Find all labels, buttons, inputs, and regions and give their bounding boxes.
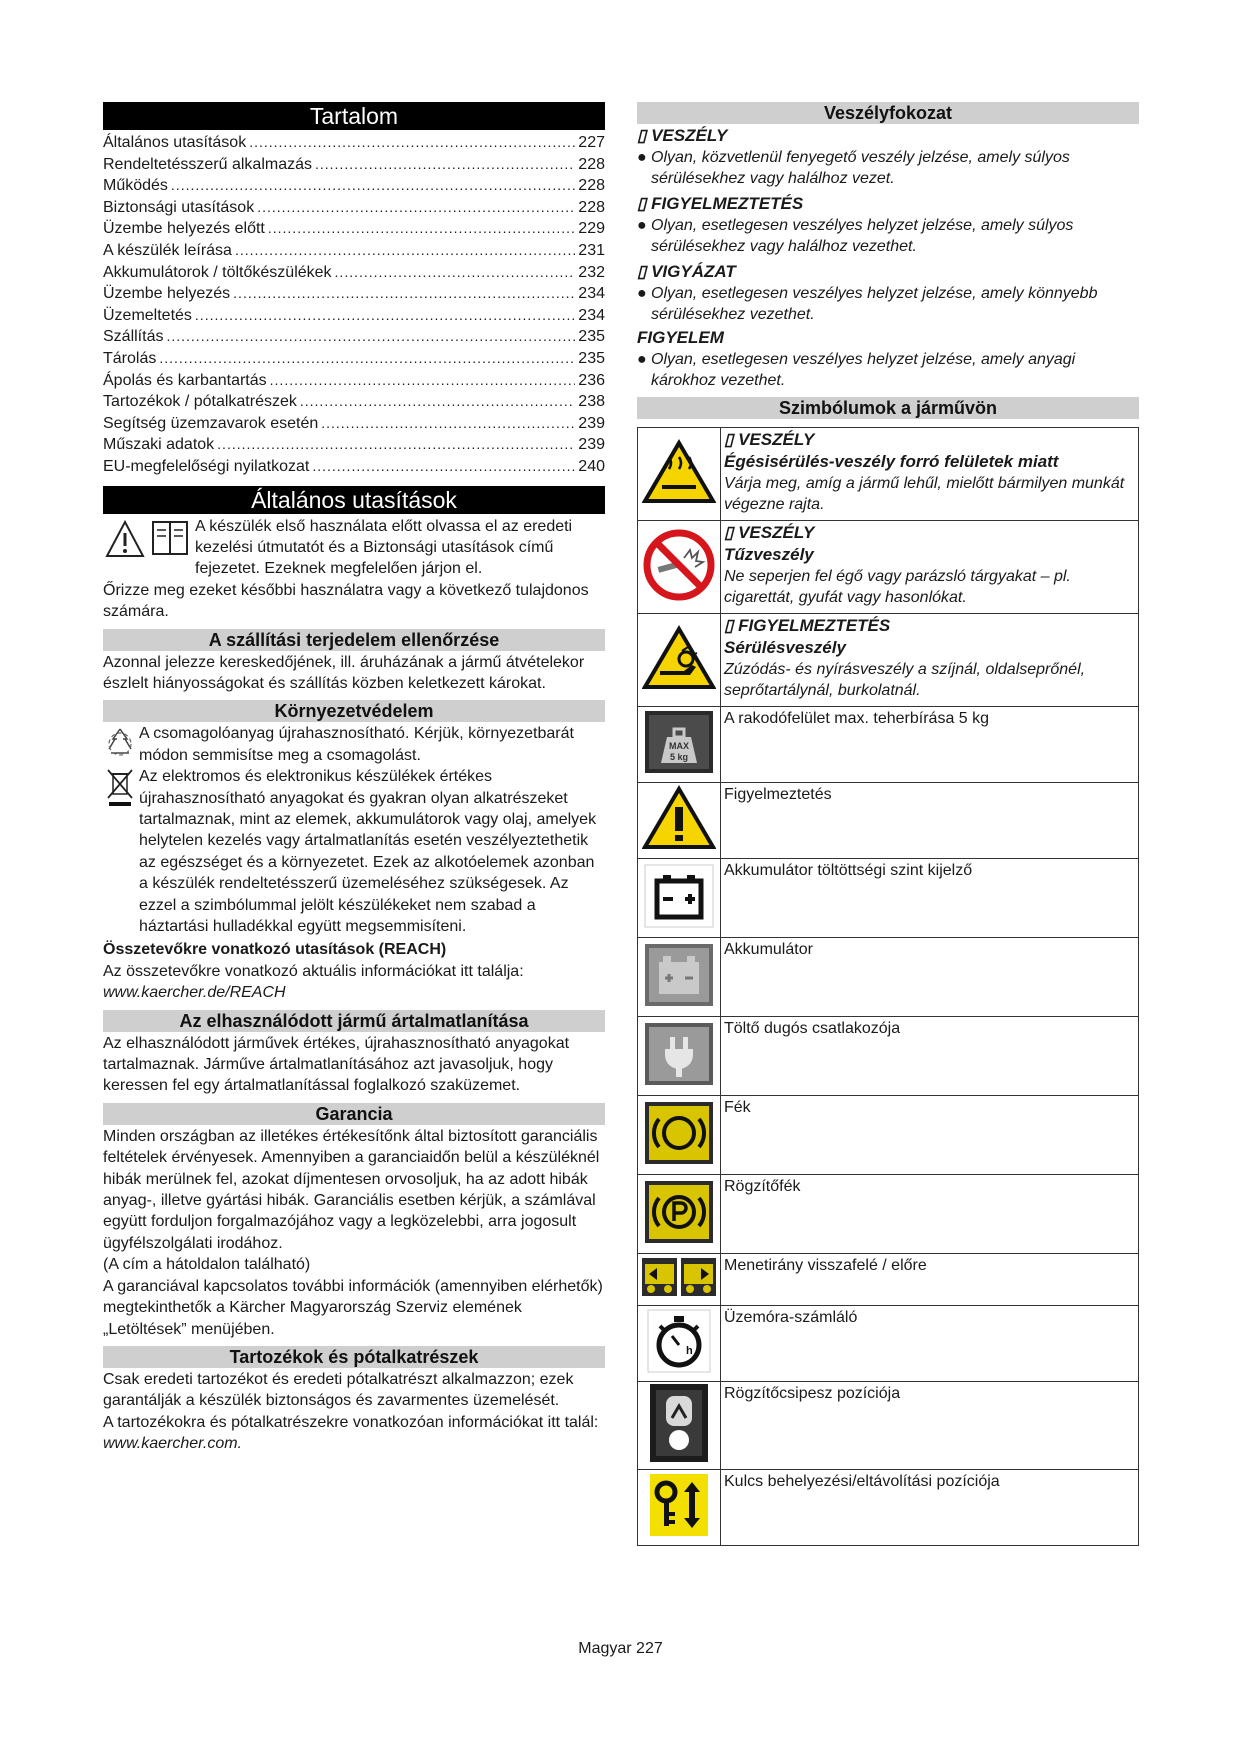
toc-leader-dots bbox=[270, 370, 576, 392]
disposal-title: Az elhasználódott jármű ártalmatlanítása bbox=[103, 1010, 605, 1032]
toc-leader-dots bbox=[235, 240, 575, 262]
packaging-notice bbox=[103, 723, 605, 766]
toc-entry-title: Működés bbox=[103, 177, 168, 195]
symbol-row bbox=[638, 1254, 1139, 1306]
symbol-subtitle: Tűzveszély bbox=[724, 545, 814, 564]
toc-leader-dots bbox=[166, 326, 575, 348]
symbol-text: Zúzódás- és nyírásveszély a szíjnál, oldalseprőnél, seprőtartálynál, burkolatnál. bbox=[724, 661, 1086, 699]
toc-entry-page: 240 bbox=[578, 457, 605, 475]
hand-crush-icon bbox=[642, 625, 716, 691]
reach-title: Összetevőkre vonatkozó utasítások (REACH) bbox=[103, 941, 447, 959]
symbol-row bbox=[638, 614, 1139, 707]
toc-entry-title: Segítség üzemzavarok esetén bbox=[103, 414, 319, 432]
toc-leader-dots bbox=[171, 175, 575, 197]
bullet-icon: ● bbox=[637, 217, 647, 234]
toc-title: Tartalom bbox=[103, 102, 605, 130]
accessories-text-2-body: A tartozékokra és pótalkatrészekre vonatkozóan információkat itt talál: bbox=[103, 1413, 599, 1431]
symbol-row bbox=[638, 707, 1139, 783]
toc-entry-page: 235 bbox=[578, 349, 605, 367]
toc-entry-page: 232 bbox=[578, 263, 605, 281]
delivery-text: Azonnal jelezze kereskedőjének, ill. áruházának a jármű átvételekor észlelt hiányosságokat és szállítás közben keletkezett károkat. bbox=[103, 653, 585, 692]
symbol-text: Ne seperjen fel égő vagy parázsló tárgyakat – pl. cigarettát, gyufát vagy hasonlókat. bbox=[724, 568, 1071, 606]
max-load-icon bbox=[643, 709, 715, 775]
toc-entry-page: 234 bbox=[578, 285, 605, 303]
symbol-row bbox=[638, 783, 1139, 859]
hazard-level-notice bbox=[637, 327, 1139, 391]
symbol-subtitle: Égésisérülés-veszély forró felületek miatt bbox=[724, 452, 1059, 471]
toc-entry-page: 228 bbox=[578, 198, 605, 216]
charger-plug-icon bbox=[643, 1021, 715, 1087]
toc-entry-title: A készülék leírása bbox=[103, 241, 232, 259]
bullet-icon: ● bbox=[637, 149, 647, 166]
toc-entry-page: 228 bbox=[578, 177, 605, 195]
symbol-row bbox=[638, 1382, 1139, 1470]
hazard-label: FIGYELEM bbox=[637, 328, 724, 347]
hazard-text: Olyan, esetlegesen veszélyes helyzet jelzése, amely könnyebb sérülésekhez vezethet. bbox=[651, 285, 1098, 323]
toc-entry-title: Biztonsági utasítások bbox=[103, 198, 255, 216]
toc-leader-dots bbox=[312, 456, 575, 478]
hazard-level-warning bbox=[637, 193, 1139, 257]
toc-entry[interactable] bbox=[103, 154, 605, 176]
toc-entry[interactable] bbox=[103, 413, 605, 435]
symbol-text: Menetirány visszafelé / előre bbox=[721, 1254, 1139, 1306]
symbol-text: A rakodófelület max. teherbírása 5 kg bbox=[721, 707, 1139, 783]
max-load-kg-text: 5 kg bbox=[669, 752, 689, 762]
accessories-link[interactable]: www.kaercher.com. bbox=[103, 1435, 242, 1453]
accessories-text-2 bbox=[103, 1412, 605, 1455]
symbol-row bbox=[638, 1017, 1139, 1096]
hazard-level-caution bbox=[637, 261, 1139, 325]
symbol-row bbox=[638, 1306, 1139, 1382]
toc-entry[interactable] bbox=[103, 456, 605, 478]
symbol-subtitle: Sérülésveszély bbox=[724, 638, 846, 657]
left-column bbox=[103, 102, 605, 1455]
hazard-text: Olyan, esetlegesen veszélyes helyzet jelzése, amely súlyos sérülésekhez vagy halálhoz vezethet. bbox=[651, 217, 1074, 255]
direction-icon bbox=[641, 1256, 717, 1298]
toc-entry-title: Akkumulátorok / töltőkészülékek bbox=[103, 263, 332, 281]
right-column bbox=[637, 102, 1139, 1546]
warning-icon bbox=[642, 785, 716, 851]
symbol-row bbox=[638, 428, 1139, 521]
toc-leader-dots bbox=[335, 262, 576, 284]
hazard-text: Olyan, esetlegesen veszélyes helyzet jelzése, amely anyagi károkhoz vezethet. bbox=[651, 351, 1076, 389]
symbols-table bbox=[637, 427, 1139, 1546]
no-fire-icon bbox=[642, 528, 716, 602]
toc-entry-title: Tartozékok / pótalkatrészek bbox=[103, 393, 297, 411]
toc-entry[interactable] bbox=[103, 305, 605, 327]
toc-entry-title: Tárolás bbox=[103, 349, 157, 367]
packaging-text: A csomagolóanyag újrahasznosítható. Kérjük, környezetbarát módon semmisítse meg a csomagolást. bbox=[139, 725, 574, 764]
svg-text:h: h bbox=[686, 1345, 693, 1357]
toc-entry-page: 239 bbox=[578, 436, 605, 454]
toc-leader-dots bbox=[159, 348, 575, 370]
hot-surface-icon bbox=[642, 439, 716, 505]
reach-text: Az összetevőkre vonatkozó aktuális információkat itt találja: bbox=[103, 962, 524, 980]
footer-language: Magyar bbox=[578, 1640, 632, 1657]
general-title: Általános utasítások bbox=[103, 486, 605, 514]
symbol-text: Rögzítőcsipesz pozíciója bbox=[721, 1382, 1139, 1470]
electronics-notice bbox=[103, 766, 605, 937]
hazard-level-danger bbox=[637, 125, 1139, 189]
general-keep-text: Őrizze meg ezeket későbbi használatra vagy a következő tulajdonos számára. bbox=[103, 581, 589, 621]
toc-entry[interactable] bbox=[103, 175, 605, 197]
clamp-position-icon bbox=[648, 1382, 710, 1464]
symbol-text: Akkumulátor töltöttségi szint kijelző bbox=[721, 859, 1139, 938]
symbol-row bbox=[638, 859, 1139, 938]
hazard-label: FIGYELMEZTETÉS bbox=[651, 194, 804, 213]
toc-entry[interactable] bbox=[103, 132, 605, 154]
toc-entry-page: 229 bbox=[578, 220, 605, 238]
hour-meter-icon bbox=[646, 1308, 712, 1374]
toc-entry[interactable] bbox=[103, 283, 605, 305]
symbol-row bbox=[638, 521, 1139, 614]
warning-glyph-icon: ▯ bbox=[637, 194, 647, 213]
crossed-bin-icon bbox=[105, 768, 135, 808]
toc-leader-dots bbox=[249, 132, 575, 154]
toc-entry[interactable] bbox=[103, 391, 605, 413]
symbol-text: Rögzítőfék bbox=[721, 1175, 1139, 1254]
symbols-title: Szimbólumok a járművön bbox=[637, 397, 1139, 419]
toc-entry-title: Ápolás és karbantartás bbox=[103, 371, 267, 389]
warning-glyph-icon: ▯ bbox=[724, 523, 734, 542]
toc-entry-page: 236 bbox=[578, 371, 605, 389]
symbol-label: VESZÉLY bbox=[738, 430, 815, 449]
warning-glyph-icon: ▯ bbox=[637, 126, 647, 145]
warranty-text-2: (A cím a hátoldalon található) bbox=[103, 1256, 311, 1274]
warranty-text-3: A garanciával kapcsolatos további információk (amennyiben elérhetők) megtekinthetők a Kärcher Magyarország Szerviz elemének „Letöltések” menüjében. bbox=[103, 1277, 603, 1338]
symbol-label: FIGYELMEZTETÉS bbox=[738, 616, 891, 635]
symbol-text: Akkumulátor bbox=[721, 938, 1139, 1017]
read-manual-icon bbox=[103, 516, 193, 560]
reach-link[interactable]: www.kaercher.de/REACH bbox=[103, 984, 286, 1002]
toc-leader-dots bbox=[217, 434, 575, 456]
accessories-text-1: Csak eredeti tartozékot és eredeti pótalkatrészt alkalmazzon; ezek garantálják a készülék biztonságos és zavarmentes üzemelését. bbox=[103, 1370, 574, 1410]
warning-glyph-icon: ▯ bbox=[724, 616, 734, 635]
footer-page-number: 227 bbox=[636, 1640, 663, 1657]
symbol-row bbox=[638, 1096, 1139, 1175]
toc-entry-page: 231 bbox=[578, 241, 605, 259]
toc-entry[interactable] bbox=[103, 262, 605, 284]
symbol-text: Üzemóra-számláló bbox=[721, 1306, 1139, 1382]
bullet-icon: ● bbox=[637, 351, 647, 368]
toc-entry[interactable] bbox=[103, 326, 605, 348]
warning-glyph-icon: ▯ bbox=[724, 430, 734, 449]
toc-entry-title: EU-megfelelőségi nyilatkozat bbox=[103, 457, 310, 475]
recycle-icon bbox=[105, 725, 135, 759]
battery-icon bbox=[643, 942, 715, 1008]
toc-entry-page: 227 bbox=[578, 134, 605, 151]
toc-leader-dots bbox=[300, 391, 575, 413]
toc-leader-dots bbox=[315, 154, 575, 176]
symbol-text: Kulcs behelyezési/eltávolítási pozíciója bbox=[721, 1470, 1139, 1546]
warranty-title: Garancia bbox=[103, 1103, 605, 1125]
delivery-title: A szállítási terjedelem ellenőrzése bbox=[103, 629, 605, 651]
toc-entry[interactable] bbox=[103, 218, 605, 240]
accessories-title: Tartozékok és pótalkatrészek bbox=[103, 1346, 605, 1368]
toc-entry-title: Rendeltetésszerű alkalmazás bbox=[103, 155, 312, 173]
warning-glyph-icon: ▯ bbox=[637, 262, 647, 281]
toc-entry-title: Üzembe helyezés bbox=[103, 285, 231, 303]
toc-entry[interactable] bbox=[103, 197, 605, 219]
toc-entry-page: 234 bbox=[578, 306, 605, 324]
toc-entry-page: 239 bbox=[578, 414, 605, 432]
toc-entry[interactable] bbox=[103, 348, 605, 370]
electronics-text: Az elektromos és elektronikus készülékek értékes újrahasznosítható anyagokat és gyakran olyan alkatrészeket tartalmaznak, mint az elemek, akkumulátorok vagy olaj, amelyek helytelen kezelés vagy ártalmatlanítás esetén veszélyeztethetik az egészséget és a környezetet. Ezek az alkotóelemek azonban a készülék rendeltetésszerű üzemeléséhez szükségesek. Az ezzel a szimbólummal jelölt készülékeket nem szabad a háztartási hulladékkal együtt megsemmisíteni. bbox=[139, 768, 597, 935]
toc-entry-page: 238 bbox=[578, 393, 605, 411]
symbol-text: Várja meg, amíg a jármű lehűl, mielőtt bármilyen munkát végezne rajta. bbox=[724, 475, 1125, 513]
hazard-label: VESZÉLY bbox=[651, 126, 728, 145]
toc-entry[interactable] bbox=[103, 434, 605, 456]
bullet-icon: ● bbox=[637, 285, 647, 302]
hazard-text: Olyan, közvetlenül fenyegető veszély jelzése, amely súlyos sérülésekhez vagy halálhoz vezet. bbox=[651, 149, 1070, 187]
page-footer bbox=[0, 1640, 1241, 1658]
disposal-text: Az elhasználódott járművek értékes, újrahasznosítható anyagokat tartalmaznak. Járműve ártalmatlanításához azt javasoljuk, hogy keressen fel egy ártalmatlanítással foglalkozó szaküzemet. bbox=[103, 1034, 570, 1095]
key-position-icon bbox=[648, 1472, 710, 1538]
toc-leader-dots bbox=[268, 218, 575, 240]
toc-leader-dots bbox=[257, 197, 575, 219]
toc-entry-page: 235 bbox=[578, 328, 605, 346]
toc-entry-title: Általános utasítások bbox=[103, 134, 247, 151]
battery-level-icon bbox=[643, 863, 715, 929]
hazard-label: VIGYÁZAT bbox=[651, 262, 736, 281]
toc-entry-page: 228 bbox=[578, 155, 605, 173]
toc-entry-title: Üzembe helyezés előtt bbox=[103, 220, 265, 238]
general-intro-text: A készülék első használata előtt olvassa el az eredeti kezelési útmutatót és a Biztonsági utasítások című fejezetet. Ezeknek megfelelően járjon el. bbox=[195, 517, 573, 578]
max-load-max-text: MAX bbox=[669, 741, 689, 751]
symbol-text: Töltő dugós csatlakozója bbox=[721, 1017, 1139, 1096]
environment-title: Környezetvédelem bbox=[103, 700, 605, 722]
toc-list bbox=[103, 132, 605, 478]
symbol-label: VESZÉLY bbox=[738, 523, 815, 542]
brake-icon bbox=[643, 1100, 715, 1166]
toc-leader-dots bbox=[321, 413, 575, 435]
toc-entry-title: Szállítás bbox=[103, 328, 164, 346]
symbol-row bbox=[638, 1175, 1139, 1254]
parking-brake-icon bbox=[643, 1179, 715, 1245]
symbol-row bbox=[638, 938, 1139, 1017]
symbol-text: Fék bbox=[721, 1096, 1139, 1175]
toc-leader-dots bbox=[233, 283, 575, 305]
toc-leader-dots bbox=[195, 305, 575, 327]
symbol-text: Figyelmeztetés bbox=[721, 783, 1139, 859]
toc-entry-title: Műszaki adatok bbox=[103, 436, 215, 454]
hazard-title: Veszélyfokozat bbox=[637, 102, 1139, 124]
warranty-text-1: Minden országban az illetékes értékesítőnk által biztosított garanciális feltételek érvényesek. Amennyiben a garanciaidőn belül a készüléknél hibák merülnek fel, azokat díjmentesen orvosoljuk, ha az adott hibák anyag-, illetve gyártási hibák. Garanciális esetben kérjük, a számlával együtt forduljon forgalmazójához vagy a legközelebbi, arra jogosult ügyfélszolgálati irodához. bbox=[103, 1127, 600, 1252]
toc-entry[interactable] bbox=[103, 240, 605, 262]
toc-entry-title: Üzemeltetés bbox=[103, 306, 192, 324]
toc-entry[interactable] bbox=[103, 370, 605, 392]
symbol-row bbox=[638, 1470, 1139, 1546]
general-intro bbox=[103, 516, 605, 580]
